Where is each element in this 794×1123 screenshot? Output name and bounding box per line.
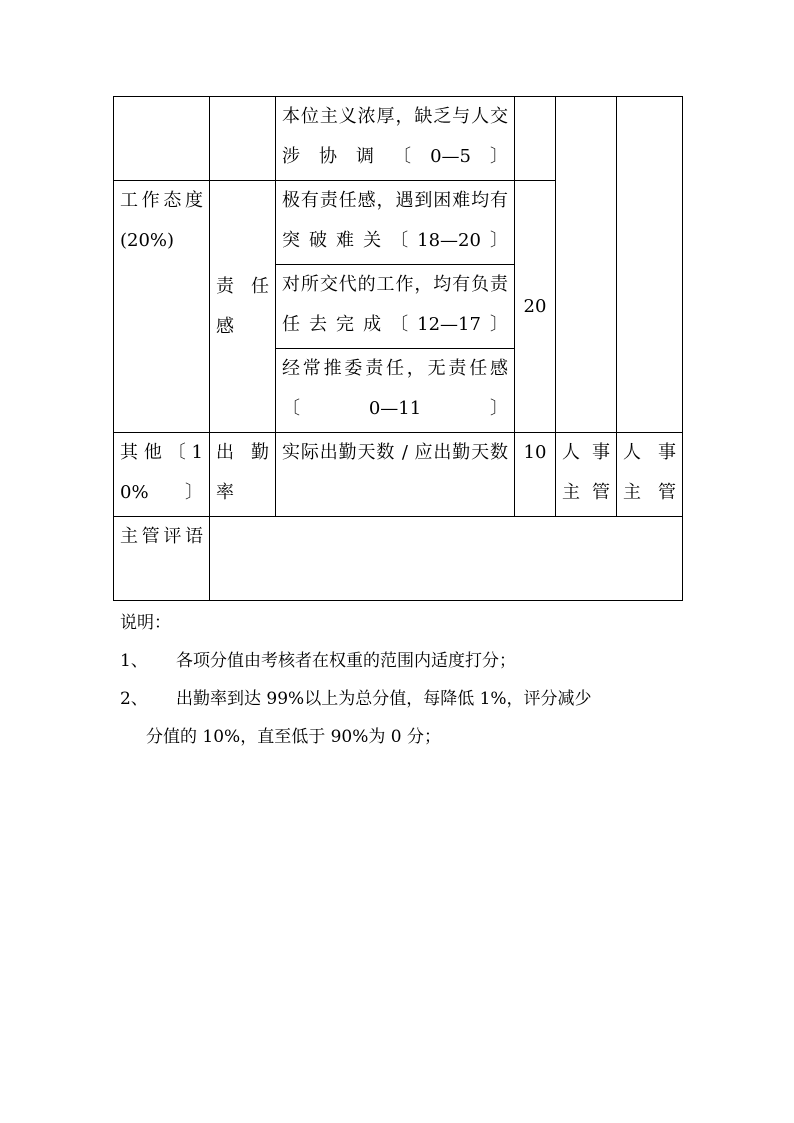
note-text: 各项分值由考核者在权重的范围内适度打分； — [176, 651, 516, 671]
score-cell: 20 — [515, 181, 556, 433]
table-row — [114, 433, 683, 517]
reviewer-cell-empty — [617, 97, 683, 433]
table-row — [114, 517, 683, 601]
evaluation-table — [113, 96, 683, 601]
comments-label: 主管评语 — [114, 517, 210, 601]
criterion-cell: 经常推委责任，无责任感〔0—11〕 — [276, 349, 515, 433]
evaluator-cell-empty — [556, 97, 617, 433]
table-row — [114, 97, 683, 181]
category-other: 其他〔10%〕 — [114, 433, 210, 517]
note-item — [120, 680, 680, 718]
note-number: 1、 — [120, 651, 148, 671]
category-work-attitude: 工作态度(20%) — [114, 181, 210, 433]
note-item — [120, 642, 680, 680]
criterion-cell: 本位主义浓厚，缺乏与人交涉协调〔0—5〕 — [276, 97, 515, 181]
score-cell-empty — [515, 97, 556, 181]
note-number: 2、 — [120, 689, 148, 709]
criterion-cell: 实际出勤天数 / 应出勤天数 — [276, 433, 515, 517]
score-cell: 10 — [515, 433, 556, 517]
evaluator-cell: 人事主管 — [556, 433, 617, 517]
note-text: 出勤率到达 99%以上为总分值，每降低 1%，评分减少 — [176, 689, 592, 709]
criterion-cell: 对所交代的工作，均有负责任去完成〔12—17〕 — [276, 265, 515, 349]
note-continuation: 分值的 10%，直至低于 90%为 0 分； — [146, 727, 442, 747]
item-responsibility: 责任感 — [210, 181, 276, 433]
notes-section — [120, 604, 680, 756]
item-cell-empty — [210, 97, 276, 181]
comments-value — [210, 517, 683, 601]
reviewer-cell: 人事主管 — [617, 433, 683, 517]
category-cell-empty — [114, 97, 210, 181]
notes-title: 说明： — [120, 613, 171, 633]
item-attendance: 出勤率 — [210, 433, 276, 517]
criterion-cell: 极有责任感，遇到困难均有突破难关〔18—20〕 — [276, 181, 515, 265]
